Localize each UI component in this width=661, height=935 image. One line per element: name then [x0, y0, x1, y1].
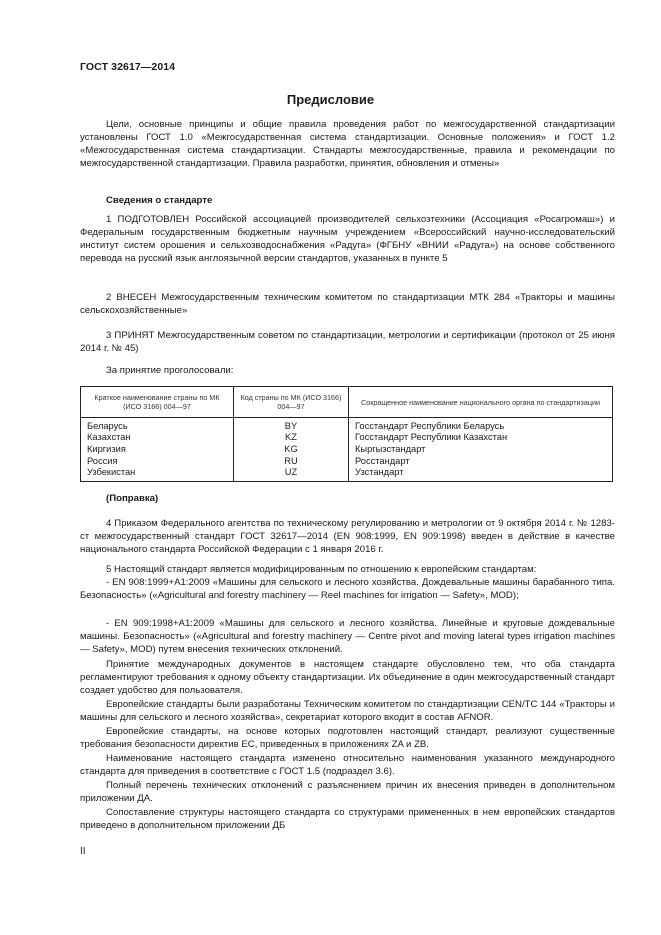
standards-body: Госстандарт Республики Казахстан [349, 432, 613, 444]
page-number: II [80, 846, 86, 857]
item-5-paragraph-2: Европейские стандарты были разработаны Техническим комитетом по стандартизации CEN/TC 144 «Тракторы и машины для сельского и лесного хозяйства», секретариат которого входит в состав AFNOR. [80, 699, 615, 723]
item-2-paragraph: 2 ВНЕСЕН Межгосударственным техническим комитетом по стандартизации МТК 284 «Тракторы и машины сельскохозяйственные» [80, 292, 615, 316]
country-code: BY [234, 417, 349, 432]
item-5-intro: 5 Настоящий стандарт является модифицированным по отношению к европейским стандартам: [106, 564, 537, 575]
item-5-paragraph-3: Европейские стандарты, на основе которых подготовлен настоящий стандарт, реализуют существенные требования безопасности директив ЕС, приведенных в приложениях ZA и ZB. [80, 726, 615, 750]
header-country-name: Краткое наименование страны по МК (ИСО 3166) 004—97 [81, 387, 234, 418]
document-id: ГОСТ 32617—2014 [80, 61, 176, 73]
item-3-paragraph: 3 ПРИНЯТ Межгосударственным советом по стандартизации, метрологии и сертификации (протокол от 25 июня 2014 г. № 45) [80, 330, 615, 354]
table-row [81, 444, 613, 456]
item-5-en908: - EN 908:1999+A1:2009 «Машины для сельского и лесного хозяйства. Дождевальные машины барабанного типа. Безопасность» («Agricultural and forestry machinery — Reel machines for irrigation — Safety», MOD); [80, 577, 615, 601]
standards-body: Узстандарт [349, 467, 613, 481]
voted-label: За принятие проголосовали: [106, 365, 234, 376]
country-name: Россия [87, 455, 118, 466]
countries-table [80, 386, 613, 482]
page-title: Предисловие [286, 92, 375, 107]
country-code: UZ [234, 467, 349, 481]
standards-body: Кыргызстандарт [349, 444, 613, 456]
item-5-paragraph-5: Полный перечень технических отклонений с разъяснением причин их внесения приведен в дополнительном приложении ДА. [80, 780, 615, 804]
country-name: Казахстан [87, 432, 131, 443]
table-row [81, 467, 613, 481]
table-row [81, 417, 613, 432]
item-5-en909: - EN 909:1998+A1:2009 «Машины для сельского и лесного хозяйства. Линейные и круговые дождевальные машины. Безопасность» («Agricultural and forestry machinery — Centre pivot and moving lateral types irrigation machines — Safety», MOD) путем внесения технических отклонений. [80, 618, 615, 655]
table-row [81, 456, 613, 468]
country-code: KG [234, 444, 349, 456]
item-5-paragraph-1: Принятие международных документов в настоящем стандарте обусловлено тем, что оба стандарта регламентируют требования к одному объекту стандартизации. Их объединение в один межгосударственный стандарт создает удобство для пользователя. [80, 659, 615, 696]
standards-body: Госстандарт Республики Беларусь [349, 417, 613, 432]
item-5-paragraph-6: Сопоставление структуры настоящего стандарта со структурами примененных в нем европейских стандартов приведено в дополнительном приложении ДБ [80, 807, 615, 831]
country-code: KZ [234, 432, 349, 444]
table-row [81, 432, 613, 444]
amendment-label: (Поправка) [106, 493, 159, 504]
item-4-paragraph: 4 Приказом Федерального агентства по техническому регулированию и метрологии от 9 октября 2014 г. № 1283-ст межгосударственный стандарт ГОСТ 32617—2014 (EN 908:1999, EN 909:1998) введен в действие в качестве национального стандарта Российской Федерации с 1 января 2016 г. [80, 518, 615, 555]
table-header-row [81, 387, 613, 418]
item-1-paragraph: 1 ПОДГОТОВЛЕН Российской ассоциацией производителей сельхозтехники (Ассоциация «Росагромаш») и Федеральным государственным бюджетным научным учреждением «Всероссийский научно-исследовательский институт систем орошения и сельхозводоснабжения «Радуга» (ФГБНУ «ВНИИ «Радуга») на основе собственного перевода на русский язык англоязычной версии стандартов, указанных в пункте 5 [80, 214, 615, 264]
country-code: RU [234, 456, 349, 468]
country-name: Киргизия [87, 444, 126, 454]
section-heading: Сведения о стандарте [106, 195, 213, 206]
header-country-code: Код страны по МК (ИСО 3166) 004—97 [234, 387, 349, 418]
country-name: Беларусь [87, 420, 128, 431]
intro-paragraph: Цели, основные принципы и общие правила проведения работ по межгосударственной стандартизации установлены ГОСТ 1.0 «Межгосударственная система стандартизации. Основные положения» и ГОСТ 1.2 «Межгосударственная система стандартизации. Стандарты межгосударственные, правила и рекомендации по межгосударственной стандартизации. Правила разработки, принятия, обновления и отмены» [80, 119, 615, 169]
item-5-paragraph-4: Наименование настоящего стандарта изменено относительно наименования указанного международного стандарта для приведения в соответствие с ГОСТ 1.5 (подраздел 3.6). [80, 753, 615, 777]
standards-body: Росстандарт [349, 456, 613, 468]
header-standards-body: Сокращенное наименование национального органа по стандартизации [349, 387, 613, 418]
country-name: Узбекистан [87, 467, 136, 478]
